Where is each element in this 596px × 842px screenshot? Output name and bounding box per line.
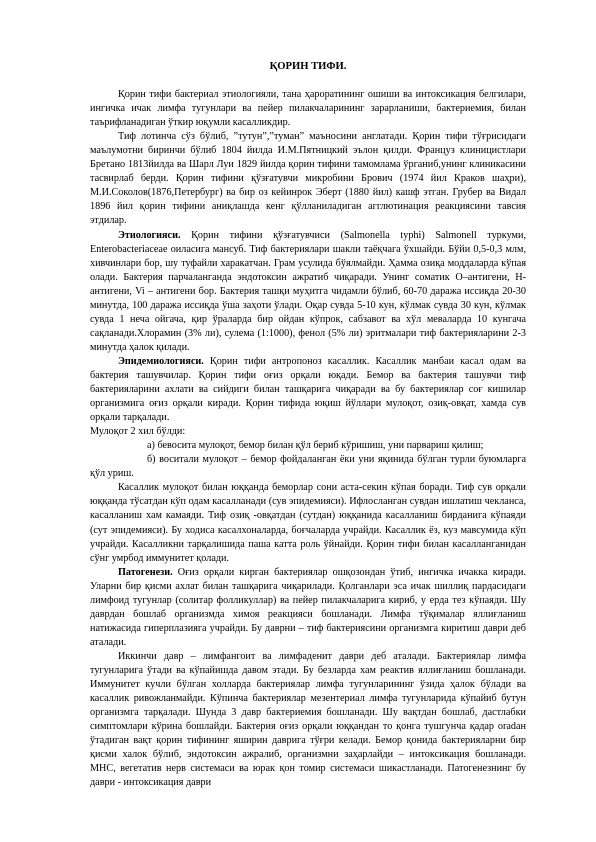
contact-intro: Мулоқот 2 хил бўлди: bbox=[90, 426, 186, 438]
spread-paragraph: Касаллик мулоқот билан юққанда беморлар сони аста-секин кўпая боради. Тиф сув орқали юққанда тўсатдан кўп одам касалланади (сув эпидемияси). Ифлосланган сувдан ишлатиш чекланса, касалланиш хам камаяди. Тиф озиқ -овқатдан (сутдан) юққанида касалланиш бирданига кўпаяди (сут эпидемияси). Бу ходиса касалхоналарда, боғчаларда учрайди. Касаллик ёз, куз мавсумида кўп учрайди. Касалликни тарқалишида паша катта роль ўйнайди. Қорин тифи билан касалланганидан сўнг умрбод иммунитет қолади. bbox=[90, 482, 526, 564]
contact-item-b: б) воситали мулоқот – бемор фойдаланган ёки уни яқинида бўлган турли буюмларга қўл уриш. bbox=[90, 454, 526, 480]
etiology-text: Қорин тифини қўзғатувчиси (Salmonella typhi) Salmonell туркуми, Enterobacteriaceae оиласига мансуб. Тиф бактериялари шакли таёқчага ўхшайди. Бўйи 0,5-0,3 млм, хивчинлари бор, шу туфайли харакатчан. Грам усулида бўялмайди. Ҳамма озиқа моддаларда кўпая олади. Бактерия парчаланганда эндотоксин ажратиб чиқаради. Унинг соматик О–антигени, Н-антигени, Vi – антигени бор. Бактерия ташқи муҳитга чидамли бўлиб, 60-70 даража иссиқда 20-30 минутда, 100 даража иссиқда ўша заҳоти ўлади. Оқар сувда 5-10 кун, кўлмак сувда 30 кун, кўлмак сувда 1 неча ойгача, қир ўраларда бир ойдан кўпрок, сабзавот ва хўл меваларда 10 кунгача сақланади.Хлорамин (3% ли), сулема (1:1000), фенол (5% ли) эритмалари тиф бактерияларини 2-3 минутда ҳалок қилади. bbox=[90, 229, 526, 353]
document-page bbox=[90, 60, 526, 790]
etiology-paragraph bbox=[90, 229, 526, 355]
intro-paragraph: Қорин тифи бактериал этиологияли, тана ҳароратининг ошиши ва интоксикация белгилари, ингичка ичак лимфа тугунлари ва пейер пилакчаларининг зарарланиши, бактериемия, билан таърифланадиган ўткир юқумли касалликдир. bbox=[90, 89, 526, 129]
contact-item-a: а) бевосита мулоқот, бемор билан қўл бериб кўришиш, уни парвариш қилиш; bbox=[147, 440, 484, 452]
epidemiology-paragraph bbox=[90, 355, 526, 425]
pathogenesis-text: Оғиз орқали кирган бактериялар ошқозондан ўтиб, ингичка ичакка киради. Уларни бир қисми ахлат билан ташқарига чиқарилади. Қолганлари эса ичак шиллиқ пардасидаги лимфоид тугунлар (солитар фолликуллар) ва пейер пилакчаларига кириб, у ерда тез кўпаяди. Шу даврдан бошлаб организмда химоя реакцияси бошланади. Лимфа тўқималар яллиғланиш натижасида гиперплазияга учрайди. Бу даврни – тиф бактериясини организмга киритиш даври деб аталади. bbox=[90, 566, 526, 648]
epidemiology-heading: Эпидемиологияси. bbox=[118, 355, 204, 367]
second-period-paragraph: Иккинчи давр – лимфангоит ва лимфаденит даври деб аталади. Бактериялар лимфа тугунларига ўтади ва кўпайишда давом этади. Бу безларда хам реактив яллиғланиш бошланади. Иммунитет кучли бўлган холларда бактериялар лимфа тугунларининг ўзида ҳалок бўлади ва касаллик ривожланмайди. Кўпинча бактериялар мезентериал лимфа тугунларида кўпайиб бутун организмга тарқалади. Шунда 3 давр бактериемия бошланади. Шу вақтдан бошлаб, дастлабки симптомлари кўрина бошлайди. Бактерия оғиз орқали юққандан то қонга тушгунча қадар оradан ўтадиган вақт қорин тифининг яширин даврига тўғри келади. Бемор қонида бактерияларни бир қисми халок бўлиб, эндотоксин ажралиб, организмни заҳарлайди – интоксикация бошланади. МНС, вегетатив нерв системаси ва юрак қон томир системаси шикастланади. Патогенезнинг бу даври - интоксикация даври bbox=[90, 650, 526, 789]
epidemiology-text: Қорин тифи антропоноз касаллик. Касаллик манбаи касал одам ва бактерия ташувчилар. Қорин тифи оғиз орқали юқади. Бемор ва бактерия ташувчи тиф бактерияларини ахлати ва сийдиги билан ташқарига чиқаради ва бу бактериялар соғ кишилар организмига оғиз орқали киради. Қорин тифида юқиш йўллари мулоқот, озиқ-овқат, хамда сув орқали тарқалади. bbox=[90, 355, 526, 424]
pathogenesis-paragraph bbox=[90, 566, 526, 650]
history-paragraph: Тиф лотинча сўз бўлиб, ”тутун”,”туман” маъносини англатади. Қорин тифи тўғрисидаги маълумотни биринчи бўлиб 1804 йилда И.М.Пятницкий эълон қилди. Француз клиницистлари Бретано 1813йилда ва Шарл Луи 1829 йилда қорин тифини тамомлама ўрганиб,унинг клиникасини тасвирлаб берди. Қорин тифини қўзғатувчи микробини Брович (1974 йил Краков шаҳри), М.И.Соколов(1876,Петербург) ва бир оз кейинрок Эберт (1880 йил) кашф этган. Грубер ва Видал 1896 йил қорин тифини аниқлашда кенг қўлланиладиган агглютинация реакциясини тавсия этдилар. bbox=[90, 131, 526, 227]
document-title: ҚОРИН ТИФИ. bbox=[269, 61, 347, 72]
pathogenesis-heading: Патогенези. bbox=[118, 566, 173, 578]
etiology-heading: Этиологияси. bbox=[118, 229, 181, 241]
